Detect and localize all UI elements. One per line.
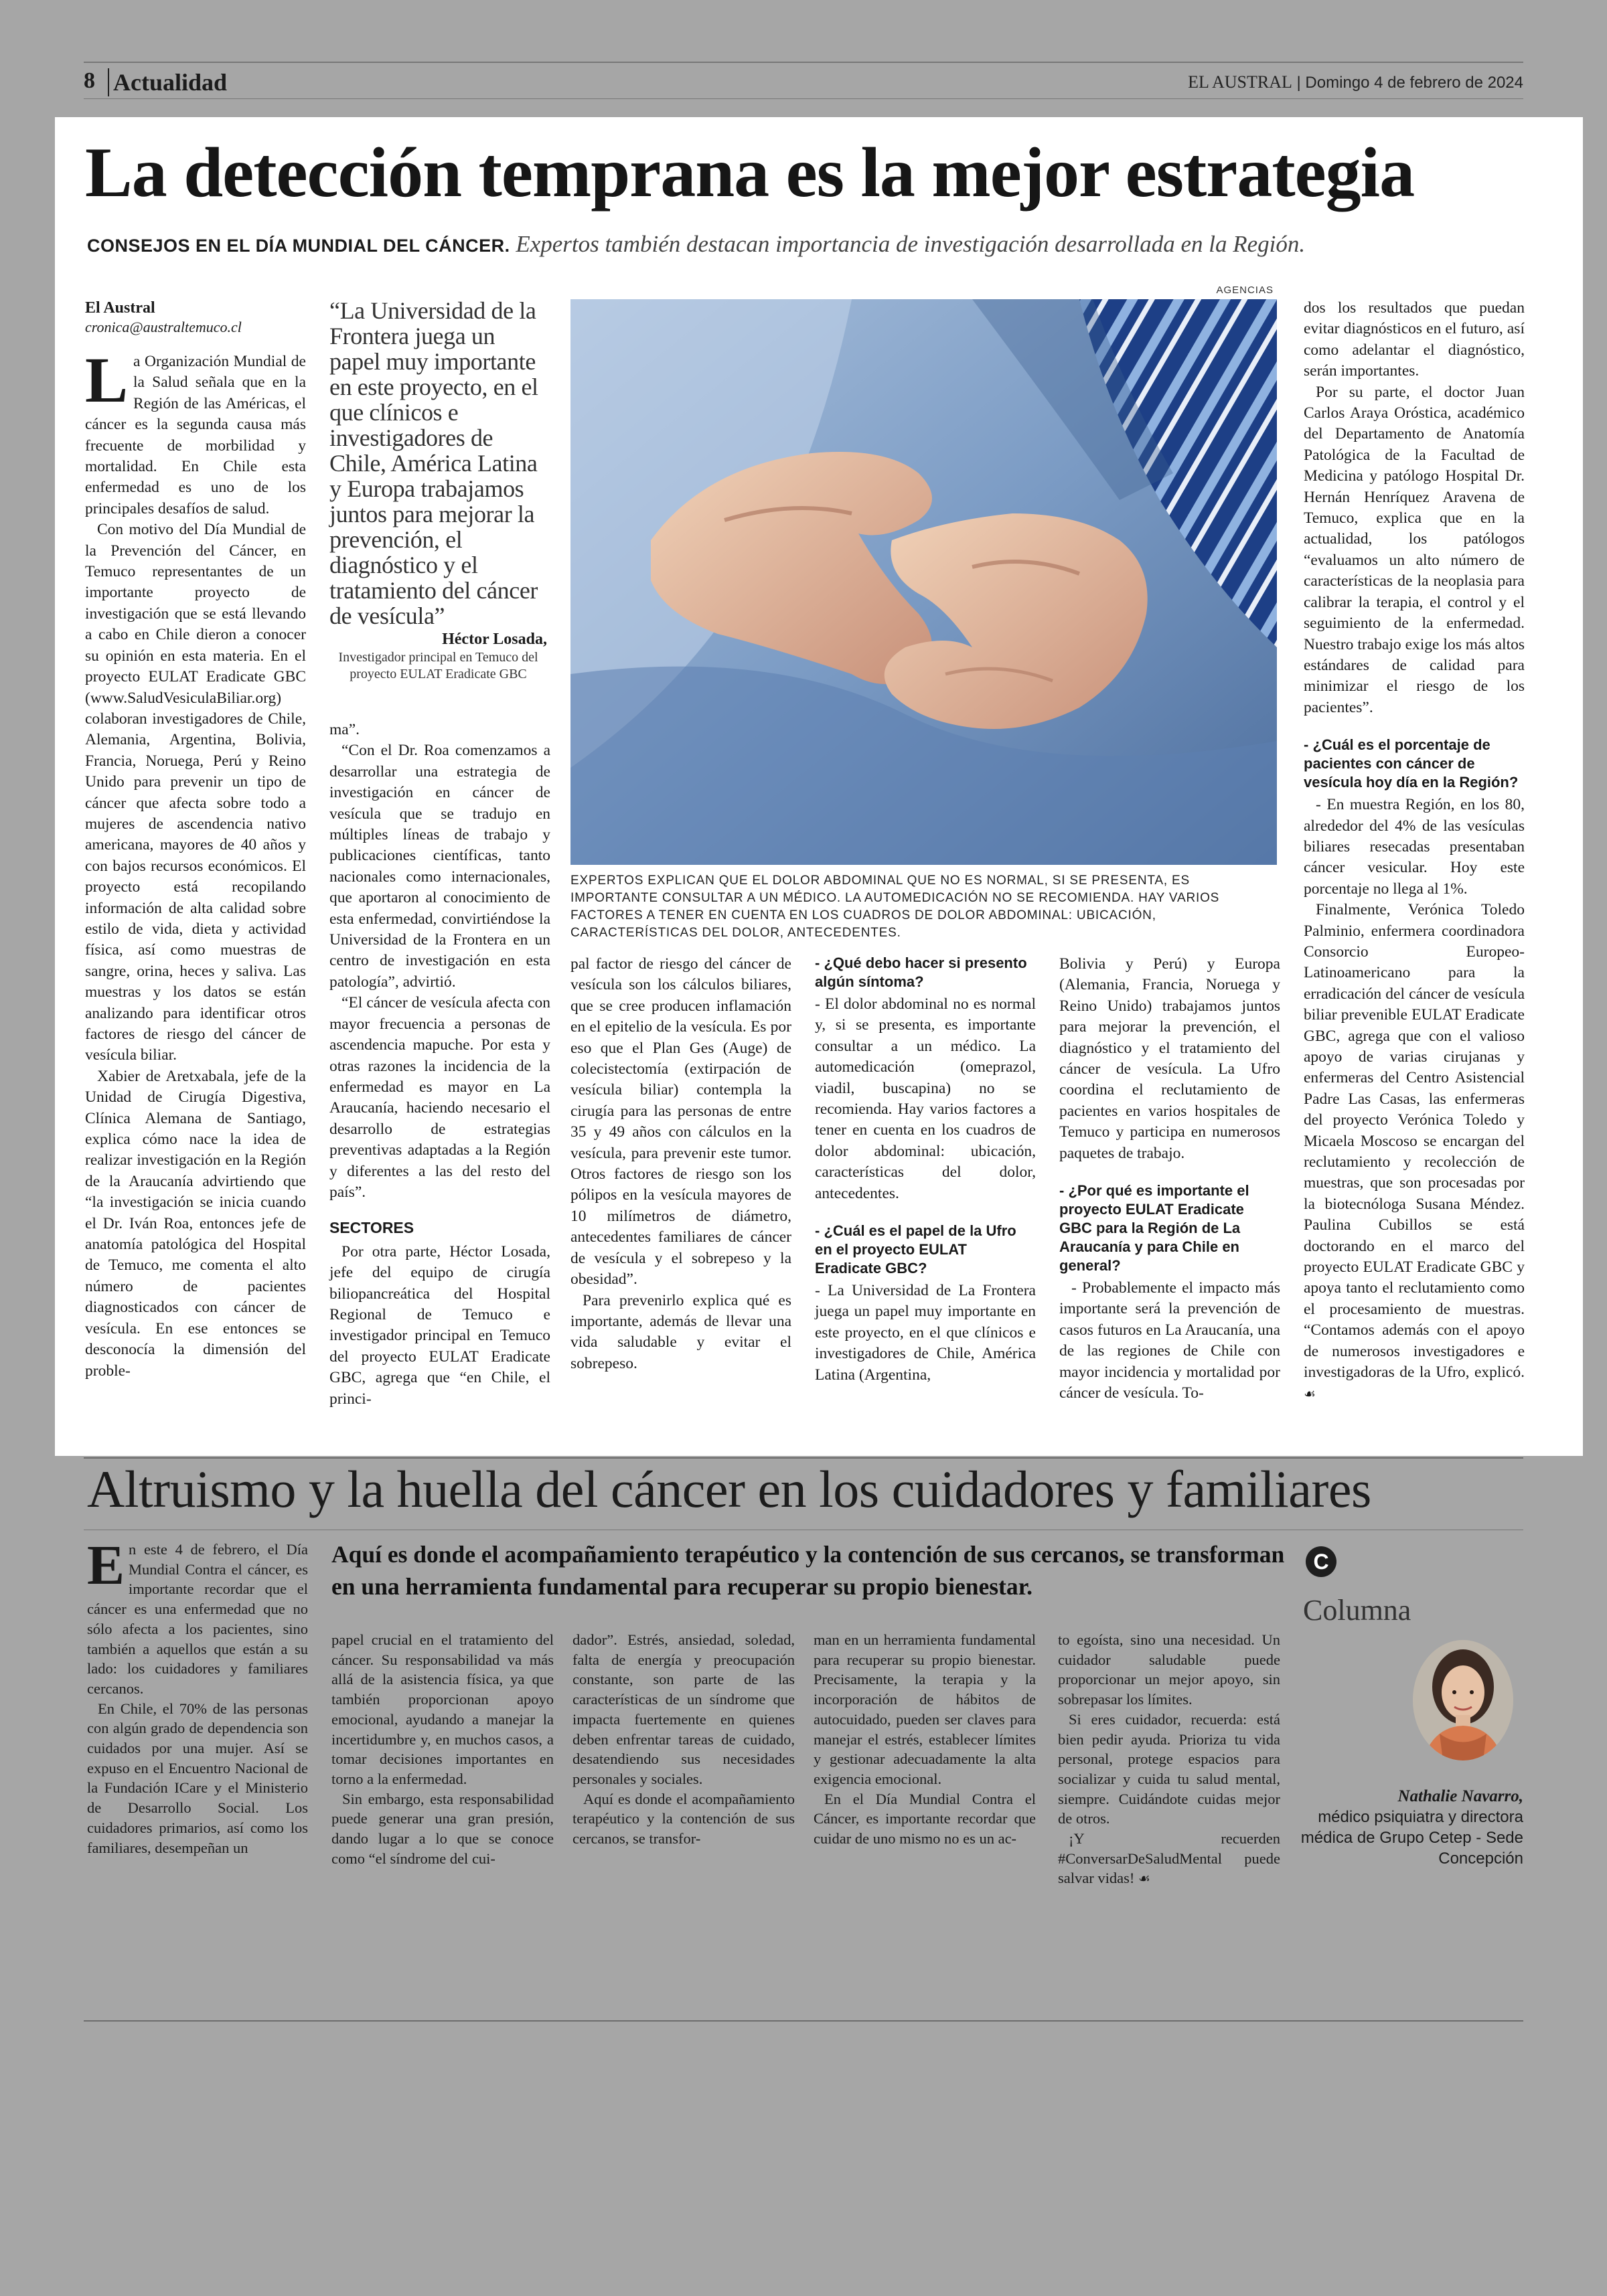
article-end-icon: ☙ [1138,1870,1150,1887]
paragraph: papel crucial en el tratamiento del cáncer. Su responsabilidad va más allá de la asistencia física, ya que también proporcionan apoyo emocional, ayudando a manejar la incertidumbre y, en muchos casos, a tomar decisiones importantes en torno a la enfermedad. [331,1631,554,1787]
article-column-5 [1059,954,1280,1404]
paragraph: man en un herramienta fundamental para recuperar su propio bienestar. Precisamente, la terapia y la incorporación de hábitos de autocuidado, pueden ser claves para manejar el estrés, establecer límites y gestionar adecuadamente la alta exigencia emocional. [814,1631,1036,1787]
column-text-1 [87,1534,308,1858]
article-column-4 [815,954,1036,1386]
column-label: Columna [1303,1594,1411,1627]
byline: El Austral [85,299,155,317]
article-column-3 [570,954,791,1374]
bottom-rule [84,2020,1523,2022]
pull-quote-name: Héctor Losada, [442,631,547,648]
paragraph: pal factor de riesgo del cáncer de vesícula son los cálculos biliares, que se cree producen inflamación en el epitelio de la vesícula. Es por eso que el Plan Ges (Auge) de colecistectomía (extirpación de vesícula biliar) contempla la cirugía para las personas de entre 35 y 49 años con cálculos en la vesícula, para prevenir este tumor. Otros factores de riesgo son los pólipos en la vesícula mayores de 10 milímetros de diámetro, antecedentes familiares de cáncer de vesícula y el sobrepeso y la obesidad”. [570,955,791,1289]
article-subhead [87,231,1305,258]
paragraph: Aquí es donde el acompañamiento terapéutico y la contención de sus cercanos, se transfor- [572,1790,795,1848]
author-title: médico psiquiatra y directora médica de Grupo Cetep - Sede Concepción [1300,1808,1523,1868]
newspaper-name: EL AUSTRAL [1188,72,1292,92]
section-divider [84,1457,1523,1459]
qa-question: - ¿Cuál es el porcentaje de pacientes con cáncer de vesícula hoy día en la Región? [1304,736,1519,791]
article-end-icon: ☙ [1304,1385,1316,1402]
article-deck: Expertos también destacan importancia de investigación desarrollada en la Región. [510,231,1306,257]
paragraph: dos los resultados que puedan evitar diagnósticos en el futuro, así como adelantar el diagnóstico, serán importantes. [1304,299,1525,380]
article-headline: La detección temprana es la mejor estrategia [85,133,1415,212]
paragraph: Por su parte, el doctor Juan Carlos Araya Oróstica, académico del Departamento de Anatomía Patológica de la Facultad de Medicina y patólogo Hospital Dr. Hernán Henríquez Aravena de Temuco, explica que en la actualidad, los patólogos “evaluamos un alto número de características de la neoplasia para calibrar la terapia, el control y el seguimiento de la enfermedad. Nuestro trabajo exige los más altos estándares de calidad para minimizar el riesgo de los pacientes”. [1304,383,1525,716]
author-avatar [1413,1640,1513,1760]
article-column-1 [85,298,306,1382]
drop-cap: E [87,1534,125,1596]
author-portrait-icon [1413,1640,1513,1760]
paragraph: Bolivia y Perú) y Europa (Alemania, Francia, Noruega y Reino Unido) trabajamos juntos para mejorar la prevención, el diagnóstico y el tratamiento del cáncer de vesícula. La Ufro coordina el reclutamiento de pacientes en varios hospitales de Temuco y participa en numerosos paquetes de trabajo. [1059,955,1280,1162]
photo-caption: EXPERTOS EXPLICAN QUE EL DOLOR ABDOMINAL QUE NO ES NORMAL, SI SE PRESENTA, ES IMPORTANTE CONSULTAR A UN MÉDICO. LA AUTOMEDICACIÓN NO SE RECOMIENDA. HAY VARIOS FACTORES A TENER EN CUENTA EN LOS CUADROS DE DOLOR ABDOMINAL: UBICACIÓN, CARACTERÍSTICAS DEL DOLOR, ANTECEDENTES. [570,874,1220,940]
main-article [55,117,1583,1456]
paragraph: dador”. Estrés, ansiedad, soledad, falta de energía y preocupación constante, son parte de las características de un síndrome que impacta fuertemente en quienes deben enfrentar tareas de cuidado, desatendiendo sus necesidades personales y sociales. [572,1631,795,1787]
byline-email: cronica@australtemuco.cl [85,319,242,335]
qa-question: - ¿Qué debo hacer si presento algún síntoma? [815,955,1027,990]
column-text-5 [1058,1630,1280,1889]
paragraph: “Con el Dr. Roa comenzamos a desarrollar una estrategia de investigación en cáncer de vesícula que se tradujo en múltiples líneas de trabajo y publicaciones científicas, tanto nacionales como internacionales, que aportaron al conocimiento de esta enfermedad, convirtiéndose la Universidad de la Frontera en un centro de investigación en esta patología”, advirtió. [329,742,550,991]
qa-answer: - El dolor abdominal no es normal y, si se presenta, es importante consultar a un médico. La automedicación (omeprazol, viadil, buscapina) no se recomienda. Hay varios factores a tener en cuenta en los cuadros de dolor abdominal: ubicación, características del dolor, antecedentes. [815,995,1036,1202]
paragraph: Xabier de Aretxabala, jefe de la Unidad de Cirugía Digestiva, Clínica Alemana de Santiago, explica cómo nace la idea de realizar investigación en la Región de la Araucanía advirtiendo que “la investigación se inicia cuando el Dr. Iván Roa, entonces jefe de anatomía patológica del Hospital de Temuco, me comenta el alto número de pacientes diagnosticados con cáncer de vesícula. En ese entonces se desconocía la dimensión del proble- [85,1067,306,1380]
article-column-6 [1304,298,1525,1404]
pull-quote-author [329,629,547,683]
paragraph: En Chile, el 70% de las personas con algún grado de dependencia son cuidados por una mujer. Así se expuso en el Encuentro Nacional de la Fundación ICare y el Ministerio de Desarrollo Social. Los cuidadores primarios, así como los familiares, desempeñan un [87,1700,308,1856]
paragraph: La Organización Mundial de la Salud señala que en la Región de las Américas, el cáncer es la segunda causa más frecuente de morbilidad y mortalidad. En Chile esta enfermedad es uno de los principales desafíos de salud. [85,344,306,517]
qa-answer: - Probablemente el impacto más importante será la prevención de casos futuros en La Araucanía, una de las regiones de Chile con mayor incidencia y mortalidad por cáncer de vesícula. To- [1059,1279,1280,1402]
pull-quote-role: Investigador principal en Temuco del proyecto EULAT Eradicate GBC [338,650,538,681]
qa-answer: - La Universidad de La Frontera juega un papel muy importante en este proyecto, en el que clínicos e investigadores de Chile, América Latina (Argentina, [815,1282,1036,1384]
qa-question: - ¿Por qué es importante el proyecto EULAT Eradicate GBC para la Región de La Araucanía y para Chile en general? [1059,1182,1249,1275]
paragraph: ¡Y recuerden #ConversarDeSaludMental puede salvar vidas! ☙ [1058,1830,1280,1887]
page-header [84,62,1523,99]
author-name: Nathalie Navarro, [1397,1787,1523,1805]
pull-quote: “La Universidad de la Frontera juega un papel muy importante en este proyecto, en el que clínicos e investigadores de Chile, América Latina y Europa trabajamos juntos para mejorar la prevención, el diagnóstico y el tratamiento del cáncer de vesícula” [329,297,538,629]
article-column-2 [329,720,550,1410]
column-text-2 [331,1630,554,1868]
qa-question: - ¿Cuál es el papel de la Ufro en el proyecto EULAT Eradicate GBC? [815,1222,1016,1277]
column-lead: Aquí es donde el acompañamiento terapéutico y la contención de sus cercanos, se transforman en una herramienta fundamental para recuperar su propio bienestar. [331,1541,1285,1600]
paragraph: to egoísta, sino una necesidad. Un cuidador saludable puede proporcionar un mejor apoyo, sin sobrepasar los límites. [1058,1631,1280,1708]
paragraph: En el Día Mundial Contra el Cáncer, es importante recordar que cuidar de uno mismo no es un ac- [814,1790,1036,1848]
column-badge-icon: C [1306,1546,1336,1577]
issue-date: | Domingo 4 de febrero de 2024 [1296,74,1523,92]
paragraph: ma”. [329,721,360,738]
drop-cap: L [85,344,129,416]
column-author [1299,1786,1523,1869]
paragraph: Sin embargo, esta responsabilidad puede generar una gran presión, dando lugar a lo que se conoce como “el síndrome del cui- [331,1790,554,1867]
abdomen-hands-illustration [570,299,1277,865]
photo-credit: AGENCIAS [1216,284,1274,296]
qa-answer: - En muestra Región, en los 80, alrededor del 4% de las vesículas biliares resecadas presentaban cáncer vesicular. Hoy este porcentaje no llega al 1%. [1304,796,1525,898]
paragraph: “El cáncer de vesícula afecta con mayor frecuencia a personas de ascendencia mapuche. Por esta y otras razones la incidencia de la enfermedad es mayor en La Araucanía, haciendo necesario el desarrollo de estrategias preventivas adaptadas a la Región y diferentes a las del resto del país”. [329,994,550,1201]
column-text-3 [572,1630,795,1849]
section-name: Actualidad [108,68,227,96]
paragraph: Si eres cuidador, recuerda: está bien pedir ayuda. Prioriza tu vida personal, protege espacios para socializar y cuida tu salud mental, siempre. Cuidándote cuidas mejor de otros. [1058,1710,1280,1827]
issue-info [1188,72,1523,92]
paragraph: Con motivo del Día Mundial de la Prevención del Cáncer, en Temuco representantes de un importante proyecto de investigación que se está llevando a cabo en Chile dieron a conocer su opinión en esta materia. En el proyecto EULAT Eradicate GBC (www.SaludVesiculaBiliar.org) colaboran investigadores de Chile, Alemania, Argentina, Bolivia, Francia, Noruega, Perú y Reino Unido para prevenir un tipo de cáncer que afecta sobre todo a mujeres de ascendencia nativo americana, mayores de 40 años y con bajos recursos económicos. El proyecto está recopilando información de alta calidad sobre estilo de vida, dieta y actividad física, así como muestras de sangre, orina, heces y saliva. Las muestras y los datos se están analizando para identificar otros factores de riesgo del cáncer de vesícula biliar. [85,521,306,1064]
paragraph: Finalmente, Verónica Toledo Palminio, enfermera coordinadora Consorcio Europeo-Latinoamericano para la erradicación del cáncer de vesícula biliar prevenible EULAT Eradicate GBC, agrega que con el valioso apoyo de varias cirujanas y enfermeras del Centro Asistencial Padre Las Casas, las enfermeras del proyecto Verónica Toledo y Micaela Moscoso se encargan del reclutamiento y recolección de muestras, que son procesadas por la biotecnóloga Susana Méndez. Paulina Cubillos se está doctorando en el marco del proyecto EULAT Eradicate GBC y apoya tanto el reclutamiento como el procesamiento de muestras. “Contamos además con el apoyo de numerosos investigadores e investigadoras de la Ufro, explicó. ☙ [1304,901,1525,1402]
paragraph: En este 4 de febrero, el Día Mundial Contra el cáncer, es importante recordar que el cáncer es una enfermedad que no sólo afecta a los pacientes, sino también a aquellos que están a su lado: los cuidadores y familiares cercanos. [87,1534,308,1697]
column-text-4 [814,1630,1036,1849]
paragraph: Por otra parte, Héctor Losada, jefe del equipo de cirugía biliopancreática del Hospital Regional de Temuco e investigador principal en Temuco del proyecto EULAT Eradicate GBC, agrega que “en Chile, el princi- [329,1242,550,1408]
column-headline: Altruismo y la huella del cáncer en los cuidadores y familiares [87,1460,1371,1518]
paragraph: Para prevenirlo explica qué es importante, además de llevar una vida saludable y evitar el sobrepeso. [570,1291,791,1372]
article-photo [570,299,1277,865]
article-kicker: CONSEJOS EN EL DÍA MUNDIAL DEL CÁNCER. [87,236,510,256]
section-subheading: SECTORES [329,1219,414,1237]
page-number: 8 [84,68,95,93]
